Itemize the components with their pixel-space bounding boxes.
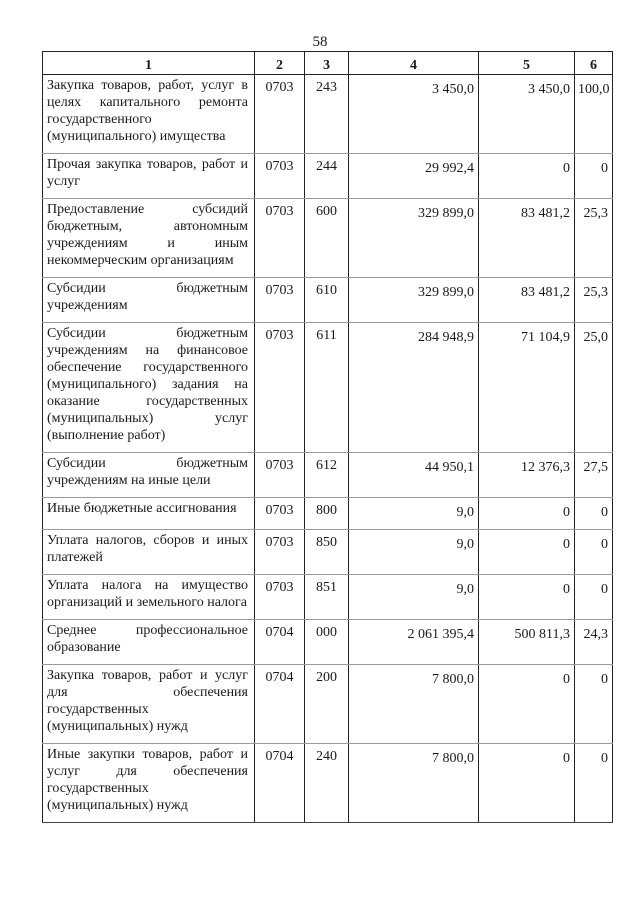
planned-amount-cell: 2 061 395,4 [349, 620, 479, 665]
page-number: 58 [312, 34, 328, 50]
row-name-cell: Среднее профессиональное образование [43, 620, 255, 665]
row-name-cell: Закупка товаров, работ, услуг в целях капитального ремонта государственного (муниципального) имущества [43, 75, 255, 154]
expense-type-cell: 200 [305, 665, 349, 744]
percent-cell: 0 [575, 575, 613, 620]
table-row [43, 154, 613, 199]
section-code-cell: 0703 [255, 453, 305, 498]
section-code-cell: 0703 [255, 278, 305, 323]
expense-type-cell: 612 [305, 453, 349, 498]
row-name-cell: Иные бюджетные ассигнования [43, 498, 255, 530]
percent-cell: 25,3 [575, 199, 613, 278]
section-code-cell: 0704 [255, 744, 305, 823]
row-name-cell: Уплата налогов, сборов и иных платежей [43, 530, 255, 575]
percent-cell: 27,5 [575, 453, 613, 498]
expense-type-cell: 851 [305, 575, 349, 620]
row-name-cell: Прочая закупка товаров, работ и услуг [43, 154, 255, 199]
executed-amount-cell: 83 481,2 [479, 199, 575, 278]
row-name-cell: Иные закупки товаров, работ и услуг для обеспечения государственных (муниципальных) нужд [43, 744, 255, 823]
percent-cell: 0 [575, 665, 613, 744]
section-code-cell: 0703 [255, 530, 305, 575]
expense-type-cell: 610 [305, 278, 349, 323]
percent-cell: 100,0 [575, 75, 613, 154]
section-code-cell: 0703 [255, 199, 305, 278]
table-row [43, 453, 613, 498]
column-header-3: 3 [305, 52, 349, 75]
executed-amount-cell: 0 [479, 154, 575, 199]
row-name-cell: Субсидии бюджетным учреждениям на иные цели [43, 453, 255, 498]
expense-type-cell: 240 [305, 744, 349, 823]
executed-amount-cell: 3 450,0 [479, 75, 575, 154]
table-row [43, 323, 613, 453]
expense-type-cell: 000 [305, 620, 349, 665]
section-code-cell: 0703 [255, 575, 305, 620]
planned-amount-cell: 9,0 [349, 498, 479, 530]
planned-amount-cell: 7 800,0 [349, 665, 479, 744]
planned-amount-cell: 29 992,4 [349, 154, 479, 199]
executed-amount-cell: 500 811,3 [479, 620, 575, 665]
table-row [43, 665, 613, 744]
executed-amount-cell: 0 [479, 665, 575, 744]
executed-amount-cell: 83 481,2 [479, 278, 575, 323]
planned-amount-cell: 284 948,9 [349, 323, 479, 453]
budget-table [42, 51, 613, 823]
percent-cell: 0 [575, 154, 613, 199]
percent-cell: 24,3 [575, 620, 613, 665]
table-row [43, 530, 613, 575]
executed-amount-cell: 0 [479, 744, 575, 823]
row-name-cell: Субсидии бюджетным учреждениям [43, 278, 255, 323]
table-row [43, 498, 613, 530]
planned-amount-cell: 44 950,1 [349, 453, 479, 498]
table-row [43, 575, 613, 620]
percent-cell: 0 [575, 530, 613, 575]
section-code-cell: 0704 [255, 665, 305, 744]
expense-type-cell: 800 [305, 498, 349, 530]
column-header-4: 4 [349, 52, 479, 75]
percent-cell: 0 [575, 498, 613, 530]
section-code-cell: 0703 [255, 498, 305, 530]
row-name-cell: Закупка товаров, работ и услуг для обеспечения государственных (муниципальных) нужд [43, 665, 255, 744]
table-row [43, 278, 613, 323]
expense-type-cell: 611 [305, 323, 349, 453]
planned-amount-cell: 9,0 [349, 575, 479, 620]
row-name-cell: Предоставление субсидий бюджетным, автономным учреждениям и иным некоммерческим организациям [43, 199, 255, 278]
section-code-cell: 0704 [255, 620, 305, 665]
planned-amount-cell: 7 800,0 [349, 744, 479, 823]
planned-amount-cell: 329 899,0 [349, 199, 479, 278]
expense-type-cell: 600 [305, 199, 349, 278]
planned-amount-cell: 3 450,0 [349, 75, 479, 154]
table-header-row [43, 52, 613, 75]
section-code-cell: 0703 [255, 323, 305, 453]
executed-amount-cell: 12 376,3 [479, 453, 575, 498]
percent-cell: 0 [575, 744, 613, 823]
executed-amount-cell: 0 [479, 575, 575, 620]
column-header-2: 2 [255, 52, 305, 75]
column-header-1: 1 [43, 52, 255, 75]
executed-amount-cell: 0 [479, 498, 575, 530]
row-name-cell: Уплата налога на имущество организаций и земельного налога [43, 575, 255, 620]
percent-cell: 25,0 [575, 323, 613, 453]
table-row [43, 75, 613, 154]
row-name-cell: Субсидии бюджетным учреждениям на финансовое обеспечение государственного (муниципального) задания на оказание государственных (муниципальных) услуг (выполнение работ) [43, 323, 255, 453]
table-row [43, 199, 613, 278]
expense-type-cell: 244 [305, 154, 349, 199]
table-row [43, 744, 613, 823]
column-header-6: 6 [575, 52, 613, 75]
executed-amount-cell: 71 104,9 [479, 323, 575, 453]
planned-amount-cell: 9,0 [349, 530, 479, 575]
section-code-cell: 0703 [255, 75, 305, 154]
table-row [43, 620, 613, 665]
section-code-cell: 0703 [255, 154, 305, 199]
expense-type-cell: 243 [305, 75, 349, 154]
expense-type-cell: 850 [305, 530, 349, 575]
planned-amount-cell: 329 899,0 [349, 278, 479, 323]
percent-cell: 25,3 [575, 278, 613, 323]
column-header-5: 5 [479, 52, 575, 75]
budget-table-container [42, 51, 612, 823]
executed-amount-cell: 0 [479, 530, 575, 575]
